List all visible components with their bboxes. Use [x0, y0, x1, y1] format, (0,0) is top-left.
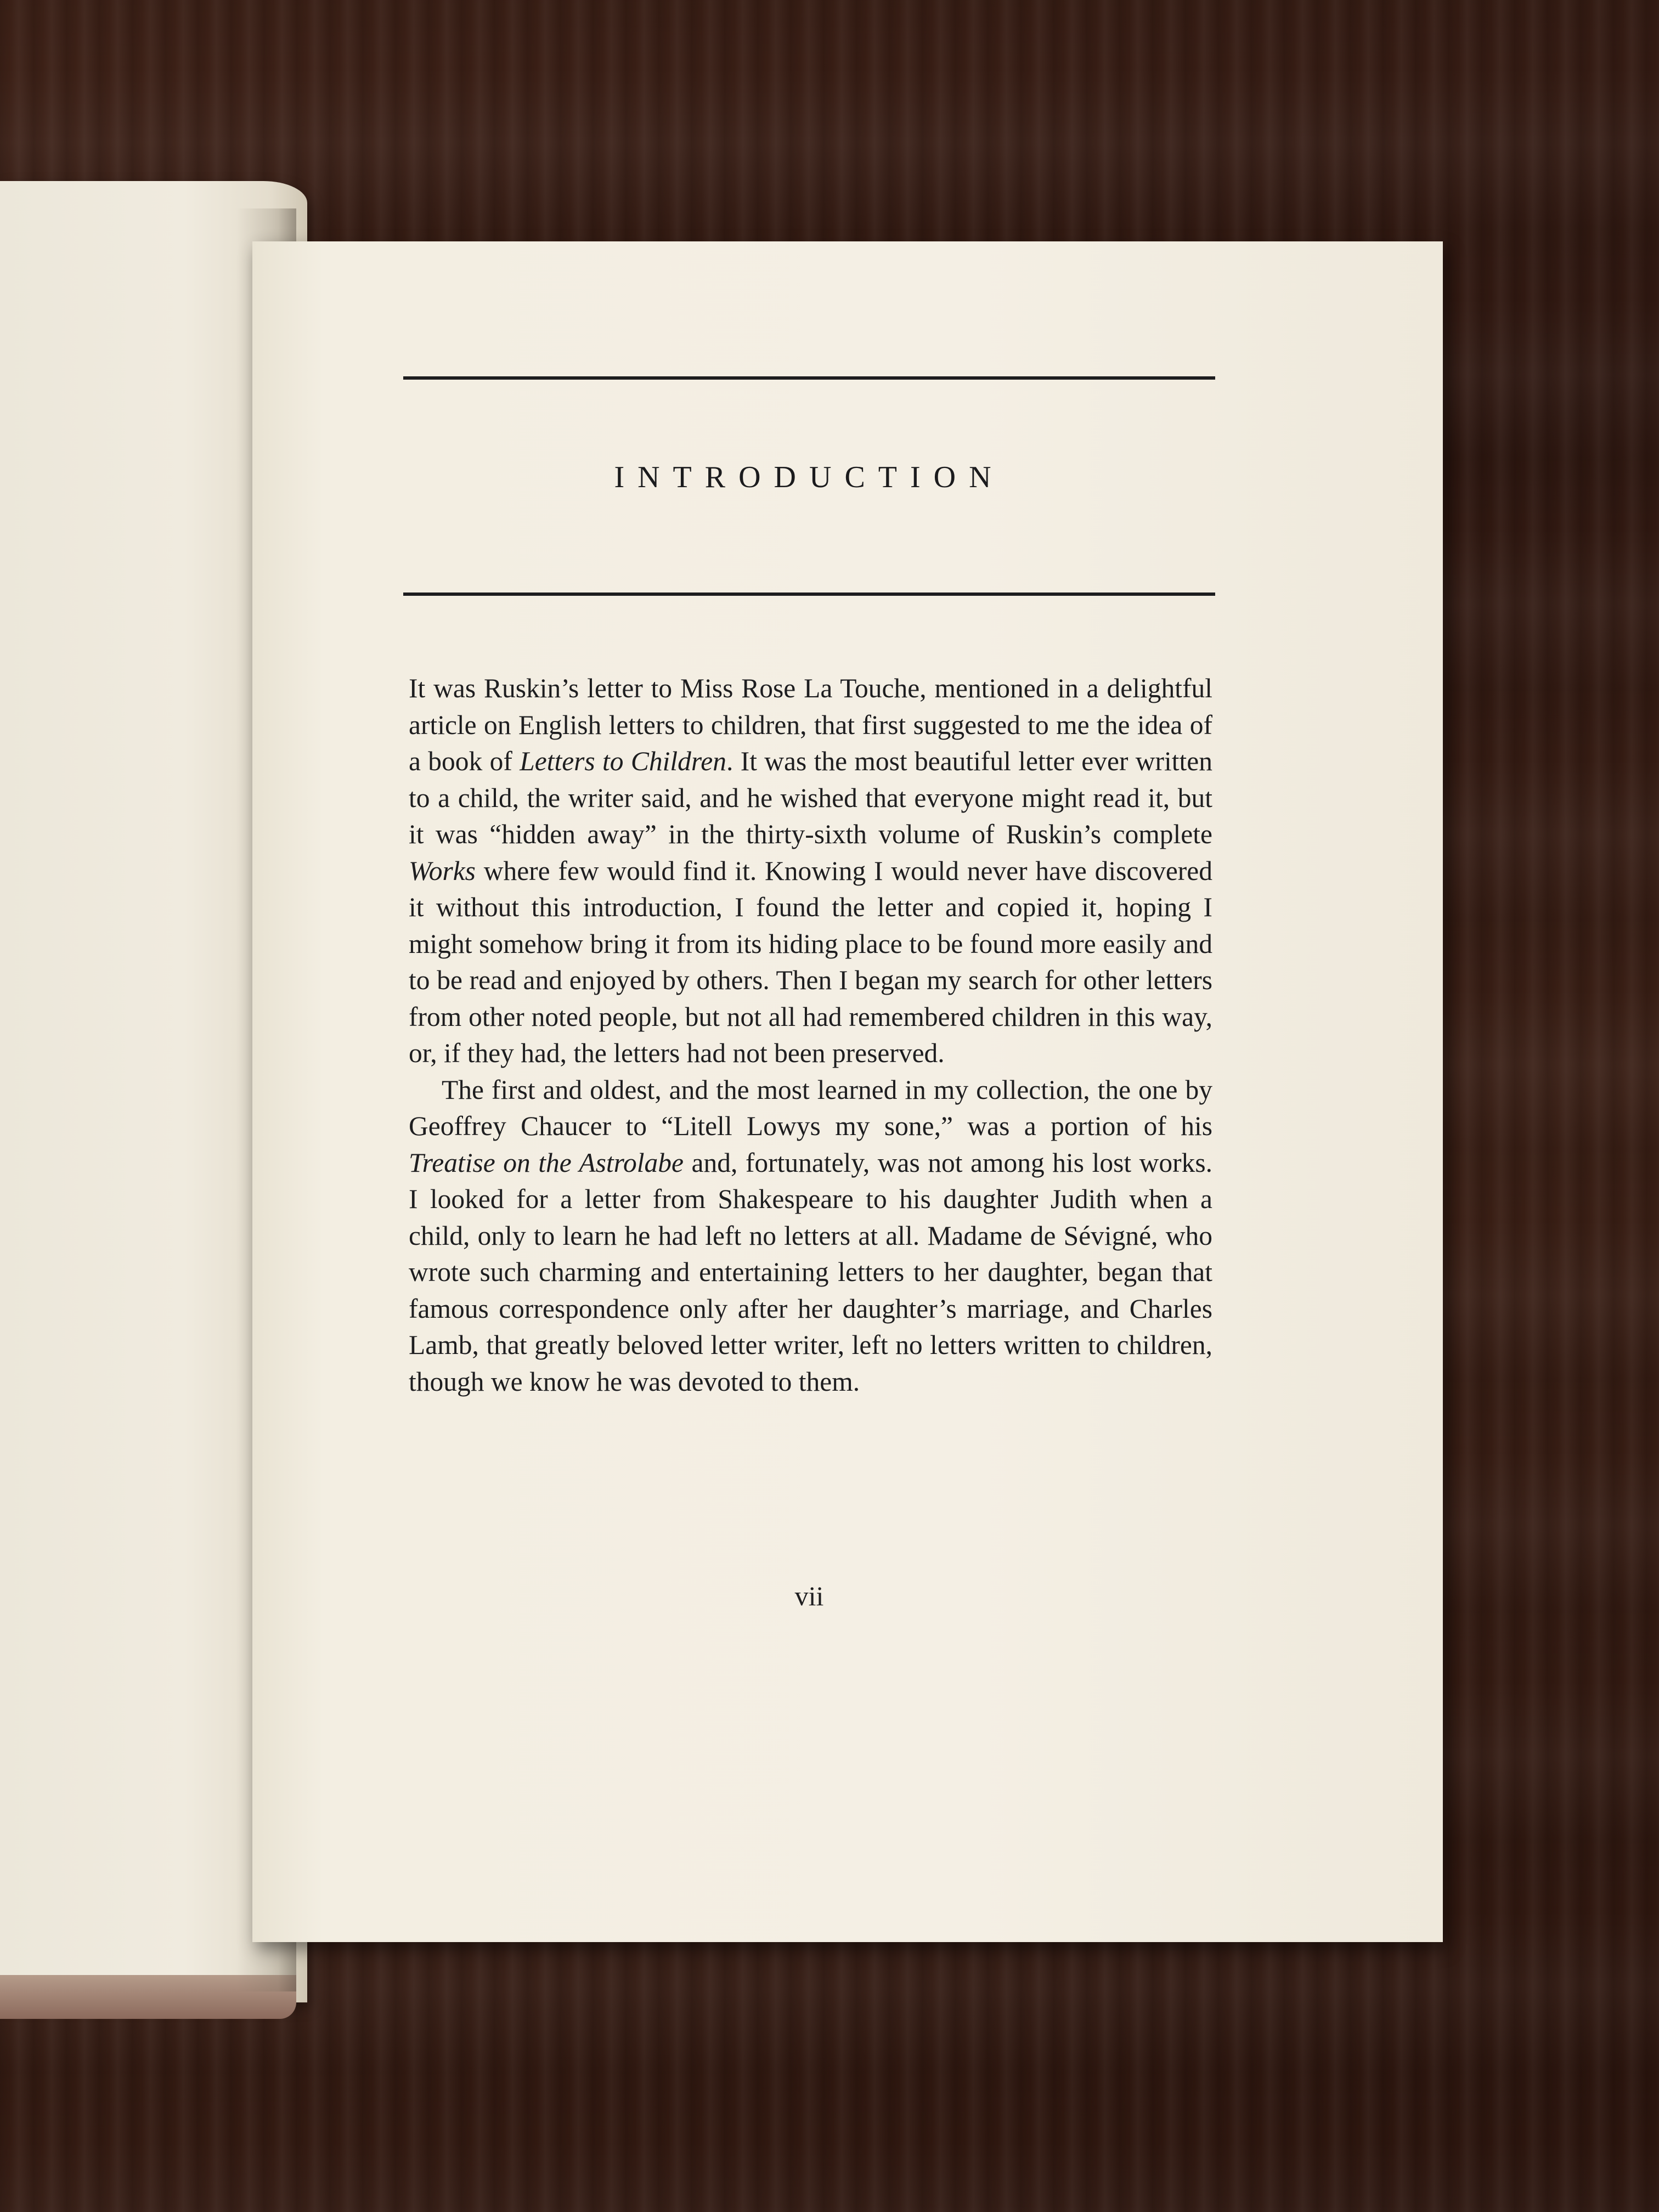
top-rule: [403, 376, 1215, 380]
italic-title-text: Letters to Children: [520, 746, 727, 776]
text-run: and, fortunately, was not among his lost works. I looked for a letter from Shakespeare to his daughter Judith when a child, only to learn he had left no letters at all. Madame de Sévigné, who wrote such charming and entertaining letters to her daughter, began that famous correspondence only after her daughter’s marriage, and Charles Lamb, that greatly beloved letter writer, left no letters written to children, though we know he was devoted to them.: [409, 1147, 1212, 1397]
italic-title-text: Works: [409, 855, 476, 886]
page-number: vii: [794, 1581, 824, 1611]
page-heading: INTRODUCTION: [614, 460, 1005, 494]
text-run: It was Ruskin’s letter to Miss Rose La Touche, mentioned in a delightful article on English letters to children, that first suggested to me the idea of a book of: [409, 673, 1212, 776]
italic-title-text: Treatise on the Astrolabe: [409, 1147, 684, 1178]
text-run: . It was the most beautiful letter ever written to a child, the writer said, and he wished that everyone might read it, but it was “hidden away” in the thirty-sixth volume of Ruskin’s complete: [409, 746, 1212, 849]
text-run: where few would find it. Knowing I would never have discovered it without this introduction, I found the letter and copied it, hoping I might somehow bring it from its hiding place to be found more easily and to be read and enjoyed by others. Then I began my search for other letters from other noted people, but not all had remembered children in this way, or, if they had, the letters had not been preserved.: [409, 855, 1212, 1068]
paragraph: [409, 670, 1212, 1072]
text-run: The first and oldest, and the most learned in my collection, the one by Geoffrey Chaucer to “Litell Lowys my sone,” was a portion of his: [409, 1074, 1212, 1141]
bottom-rule: [403, 592, 1215, 596]
body-text: [409, 670, 1212, 1400]
paragraph: [409, 1072, 1212, 1401]
